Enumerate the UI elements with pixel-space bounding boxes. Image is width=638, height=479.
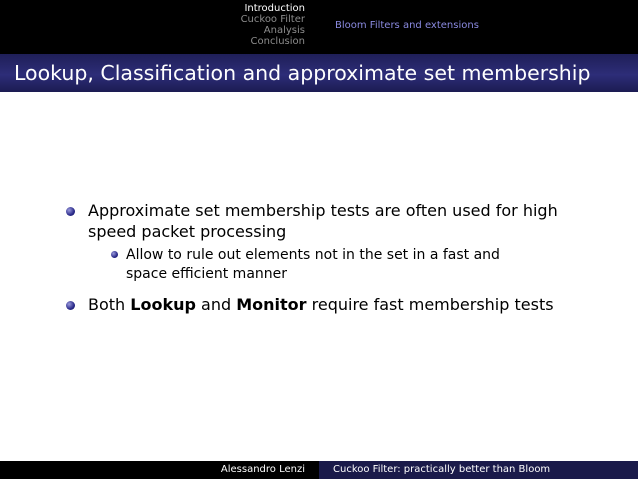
bullet-text-part: and (195, 295, 237, 314)
frame-title-bar (0, 54, 638, 92)
nav-section-analysis[interactable]: Analysis (263, 25, 305, 36)
sub-bullet-ball-icon (111, 251, 118, 258)
footer-author: Alessandro Lenzi (220, 464, 305, 475)
bullet-text: Approximate set membership tests are often used for high speed packet processing (88, 201, 558, 241)
sub-bullet-item (126, 246, 578, 284)
nav-subsection-bloom-filters[interactable]: Bloom Filters and extensions (335, 20, 479, 31)
bullet-item (0, 200, 638, 284)
footer-author-box (0, 461, 319, 479)
bullet-ball-icon (66, 301, 75, 310)
bullet-keyword-lookup: Lookup (130, 295, 196, 314)
subsection-navigation (319, 0, 638, 54)
nav-section-introduction[interactable]: Introduction (244, 3, 305, 14)
nav-section-cuckoo-filter[interactable]: Cuckoo Filter (240, 14, 305, 25)
bullet-text-part: Both (88, 295, 131, 314)
section-navigation (0, 0, 319, 54)
bullet-ball-icon (66, 207, 75, 216)
footer-title-box (319, 461, 638, 479)
slide-title: Lookup, Classification and approximate set membership (14, 61, 591, 85)
bullet-text-part: require fast membership tests (306, 295, 554, 314)
bullet-item (0, 294, 638, 315)
sub-bullet-text: Allow to rule out elements not in the set in a fast and space efficient manner (126, 247, 500, 282)
bullet-keyword-monitor: Monitor (236, 295, 307, 314)
nav-section-conclusion[interactable]: Conclusion (250, 36, 305, 47)
footer-title: Cuckoo Filter: practically better than Bloom (333, 464, 551, 475)
slide-content (0, 200, 638, 315)
headline-bar (0, 0, 638, 54)
footer-bar (0, 461, 638, 479)
